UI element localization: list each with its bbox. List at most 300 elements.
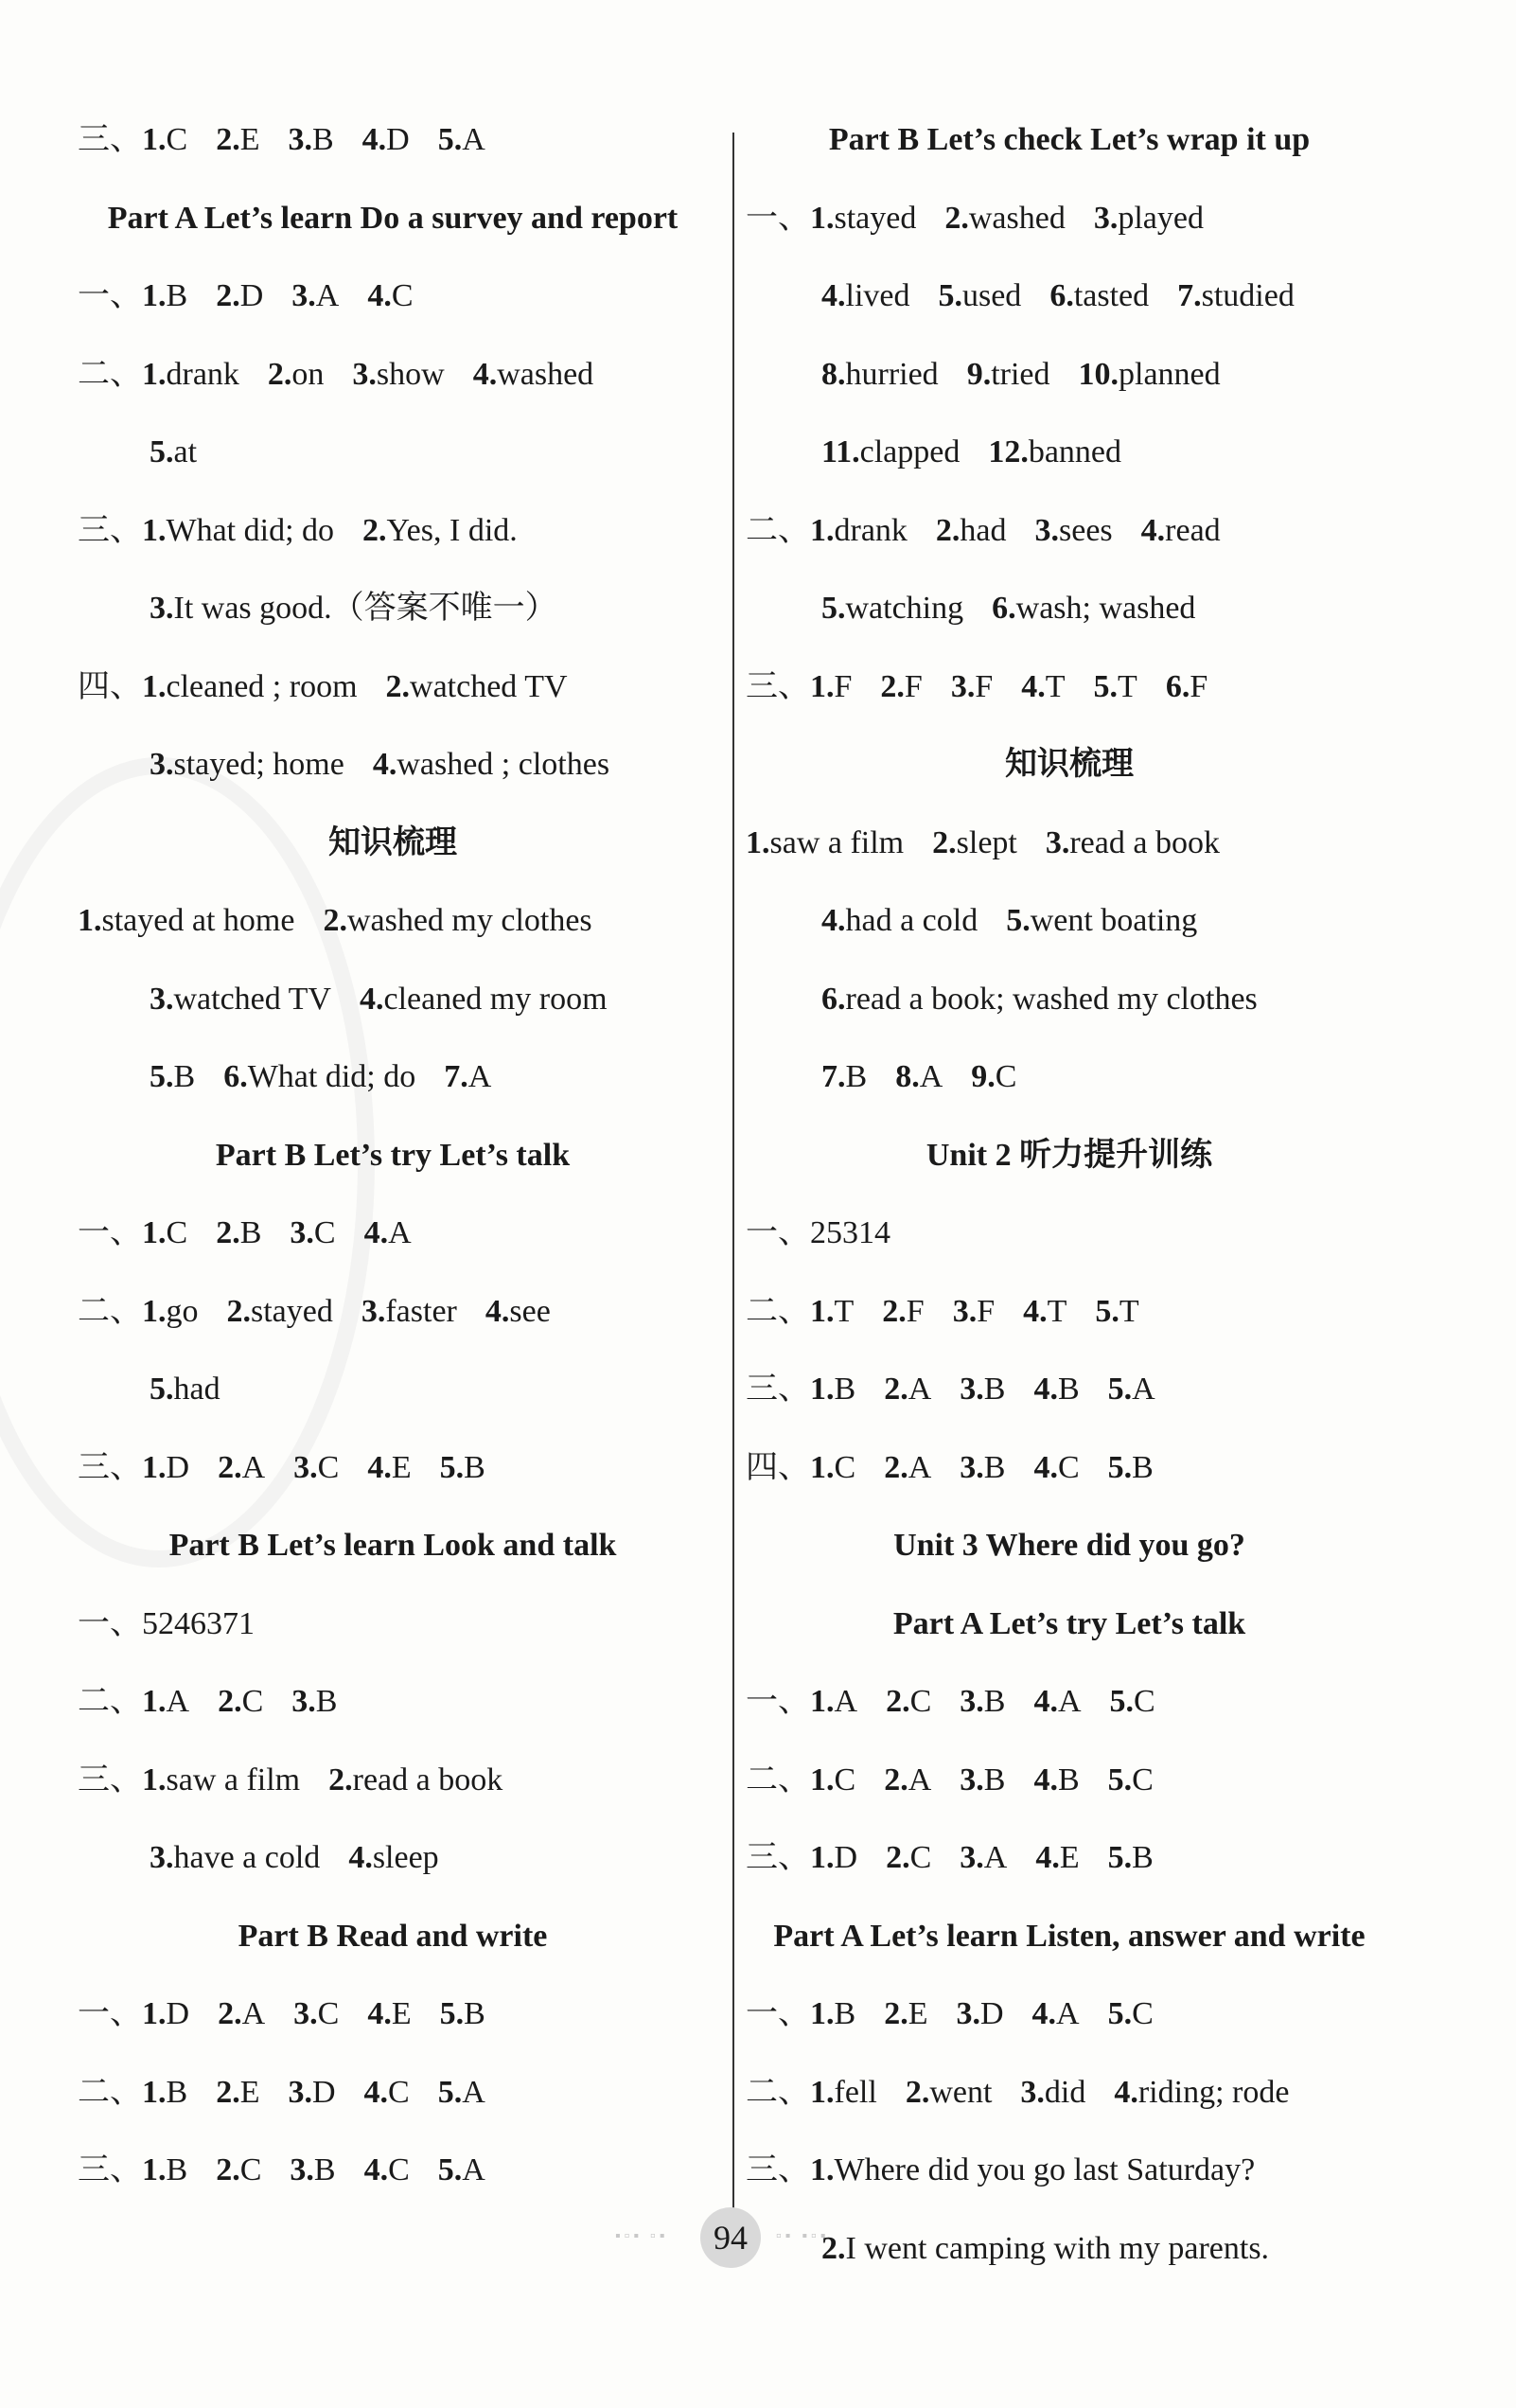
answer-number: 3. <box>956 1996 980 2031</box>
answer-item <box>360 981 608 1018</box>
answer-item <box>988 434 1121 471</box>
answer-item <box>1108 1371 1155 1408</box>
answer-text: F <box>1190 668 1208 704</box>
answer-number: 4. <box>1140 512 1166 548</box>
answer-number: 5. <box>1093 668 1119 704</box>
answer-item <box>895 1058 943 1096</box>
answer-number: 1. <box>810 512 835 548</box>
answer-row <box>78 1293 579 1331</box>
answer-item <box>142 1605 255 1643</box>
answer-number: 3. <box>960 1684 984 1719</box>
question-marker: 四、 <box>78 668 142 704</box>
answer-number: 4. <box>359 981 384 1017</box>
answer-number: 1. <box>142 278 167 313</box>
answer-number: 1. <box>142 1762 167 1797</box>
section-heading: Part B Let’s check Let’s wrap it up <box>828 122 1311 157</box>
answer-number: 5. <box>150 1059 174 1094</box>
answer-text: E <box>1059 1840 1080 1875</box>
answer-item <box>810 2074 877 2112</box>
answer-item <box>142 1293 199 1331</box>
answer-number: 1. <box>142 1996 167 2031</box>
answer-row <box>746 668 1236 706</box>
question-marker: 二、 <box>78 1293 142 1329</box>
answer-text: F <box>834 668 853 704</box>
answer-item <box>880 668 922 706</box>
answer-text: B <box>834 1372 856 1407</box>
answer-number: 5. <box>1107 1449 1133 1485</box>
answer-item <box>218 1683 263 1721</box>
answer-text: A <box>467 1059 492 1094</box>
answer-text: banned <box>1028 434 1122 469</box>
answer-item <box>932 824 1017 862</box>
answer-item <box>216 2151 261 2189</box>
answer-row <box>821 277 1323 315</box>
answer-number: 2. <box>884 1372 908 1407</box>
answer-item <box>810 1371 855 1408</box>
answer-number: 4. <box>821 278 846 313</box>
answer-text: read a book <box>1069 824 1220 860</box>
answer-number: 2. <box>884 1762 908 1797</box>
answer-text: F <box>977 1293 996 1329</box>
answer-item <box>328 1762 502 1799</box>
answer-item <box>821 1058 867 1096</box>
answer-text: C <box>241 1684 264 1719</box>
answer-number: 5. <box>437 2074 463 2110</box>
answer-number: 4. <box>361 122 387 157</box>
answer-text: B <box>166 278 188 313</box>
question-marker: 一、 <box>746 1996 810 2031</box>
answer-text: 5246371 <box>142 1605 255 1641</box>
question-marker: 一、 <box>78 1605 142 1641</box>
answer-text: B <box>313 2152 336 2187</box>
answer-text: 25314 <box>810 1215 890 1250</box>
answer-text: C <box>834 1449 856 1485</box>
answer-text: A <box>241 1449 266 1485</box>
answer-row <box>821 356 1249 394</box>
answer-item <box>293 1449 339 1487</box>
answer-item <box>951 668 993 706</box>
answer-item <box>1049 277 1149 315</box>
answer-row <box>150 1058 520 1096</box>
answer-number: 6. <box>992 591 1016 626</box>
question-marker: 三、 <box>78 122 142 157</box>
answer-text: at <box>173 434 198 469</box>
answer-number: 2. <box>328 1762 353 1797</box>
answer-number: 2. <box>216 2152 240 2187</box>
answer-text: show <box>376 356 445 392</box>
answer-number: 7. <box>821 1059 846 1094</box>
answer-number: 1. <box>810 1762 835 1797</box>
answer-item <box>150 746 344 784</box>
answer-item <box>821 590 963 628</box>
answer-item <box>1035 1839 1079 1877</box>
answer-item <box>882 1293 924 1331</box>
answer-number: 2. <box>886 1684 910 1719</box>
answer-number: 3. <box>960 1372 984 1407</box>
answer-text: B <box>166 2074 188 2110</box>
answer-number: 2. <box>944 200 969 236</box>
answer-text: E <box>391 1449 412 1485</box>
answer-text: C <box>317 1449 340 1485</box>
answer-item <box>936 512 1007 550</box>
answer-item <box>953 1293 995 1331</box>
answer-text: F <box>906 1293 925 1329</box>
answer-number: 6. <box>1165 668 1190 704</box>
answer-item <box>373 746 609 784</box>
answer-row <box>821 590 1224 628</box>
answer-item <box>1020 2074 1085 2112</box>
answer-item <box>142 512 334 550</box>
answer-row <box>821 434 1150 471</box>
answer-text: I went camping with my parents. <box>845 2230 1270 2266</box>
answer-item <box>485 1293 551 1331</box>
answer-text: sees <box>1059 512 1113 548</box>
answer-number: 4. <box>1023 1293 1048 1329</box>
answer-item <box>1033 1449 1079 1487</box>
answer-number: 1. <box>810 200 835 236</box>
answer-item <box>821 434 960 471</box>
answer-row <box>150 590 586 628</box>
answer-number: 4. <box>363 2152 389 2187</box>
answer-number: 5. <box>1109 1684 1134 1719</box>
answer-number: 4. <box>367 1449 392 1485</box>
answer-number: 2. <box>216 122 240 157</box>
answer-number: 8. <box>895 1059 920 1094</box>
answer-row <box>746 1371 1184 1408</box>
answer-item <box>1033 1762 1079 1799</box>
answer-item <box>444 1058 491 1096</box>
question-marker: 一、 <box>78 1215 142 1250</box>
answer-item <box>821 277 909 315</box>
answer-text: studied <box>1201 278 1295 313</box>
answer-number: 2. <box>880 668 905 704</box>
answer-number: 2. <box>884 1449 908 1485</box>
answer-number: 2. <box>884 1996 908 2031</box>
answer-item <box>810 200 916 238</box>
answer-number: 5. <box>821 591 846 626</box>
question-marker: 二、 <box>746 512 810 548</box>
answer-number: 5. <box>1095 1293 1119 1329</box>
answer-number: 3. <box>960 1762 984 1797</box>
answer-text: C <box>166 1215 188 1250</box>
answer-number: 3. <box>1020 2074 1045 2110</box>
answer-item <box>142 277 187 315</box>
answer-item <box>150 434 197 471</box>
answer-number: 2. <box>218 1684 242 1719</box>
answer-number: 2. <box>216 278 240 313</box>
answer-item <box>1046 824 1220 862</box>
answer-text: C <box>239 2152 262 2187</box>
answer-item <box>216 2074 259 2112</box>
answer-text: cleaned my room <box>383 981 608 1017</box>
answer-number: 3. <box>960 1449 984 1485</box>
answer-row <box>746 2074 1317 2112</box>
answer-text: F <box>975 668 994 704</box>
question-marker: 三、 <box>78 1449 142 1485</box>
answer-text: hurried <box>845 356 939 392</box>
answer-text: planned <box>1119 356 1221 392</box>
answer-text: C <box>909 1840 932 1875</box>
answer-number: 5. <box>439 1996 465 2031</box>
footer-decoration-left: ▪▫▪ ▫▪ <box>615 2228 669 2244</box>
answer-row <box>746 1683 1184 1721</box>
answer-number: 4. <box>1035 1840 1060 1875</box>
answer-number: 3. <box>150 591 174 626</box>
answer-text: B <box>464 1996 485 2031</box>
answer-item <box>223 1058 415 1096</box>
answer-item <box>216 121 259 159</box>
answer-item <box>216 1214 261 1252</box>
answer-item <box>1006 902 1197 940</box>
answer-text: D <box>311 2074 336 2110</box>
answer-item <box>810 668 852 706</box>
answer-text: B <box>845 1059 868 1094</box>
answer-number: 1. <box>142 2074 167 2110</box>
answer-text: read a book; washed my clothes <box>845 981 1258 1017</box>
answer-text: went boating <box>1030 903 1198 938</box>
answer-text: C <box>388 2152 410 2187</box>
answer-text: A <box>908 1372 932 1407</box>
answer-item <box>884 1762 931 1799</box>
answer-text: stayed at home <box>101 903 295 938</box>
answer-item <box>150 590 557 628</box>
question-marker: 一、 <box>746 1684 810 1719</box>
answer-item <box>1108 1839 1154 1877</box>
answer-item <box>1032 1995 1080 2033</box>
answer-number: 5. <box>437 122 463 157</box>
answer-text: played <box>1118 200 1204 236</box>
answer-item <box>1141 512 1221 550</box>
answer-row <box>746 2151 1283 2189</box>
answer-row <box>746 1449 1182 1487</box>
answer-item <box>218 1449 265 1487</box>
answer-text: B <box>983 1372 1006 1407</box>
answer-number: 2. <box>323 903 347 938</box>
answer-number: 1. <box>142 2152 167 2187</box>
answer-number: 9. <box>971 1059 996 1094</box>
question-marker: 三、 <box>78 1762 142 1797</box>
answer-item <box>810 2151 1255 2189</box>
answer-row <box>78 668 596 706</box>
answer-number: 5. <box>1006 903 1031 938</box>
answer-text: read a book <box>352 1762 503 1797</box>
answer-text: slept <box>956 824 1017 860</box>
answer-number: 4. <box>363 1215 389 1250</box>
answer-item <box>884 1995 927 2033</box>
answer-text: riding; rode <box>1137 2074 1290 2110</box>
answer-item <box>142 2151 187 2189</box>
answer-number: 4. <box>367 1996 392 2031</box>
answer-item <box>364 2151 410 2189</box>
answer-text: A <box>388 1215 412 1250</box>
answer-text: A <box>908 1449 932 1485</box>
answer-item <box>886 1683 931 1721</box>
section-heading: Part B Let’s try Let’s talk <box>215 1137 571 1173</box>
answer-item <box>956 1995 1003 2033</box>
answer-text: A <box>1057 1684 1082 1719</box>
answer-number: 1. <box>810 1840 835 1875</box>
answer-item <box>288 2074 335 2112</box>
question-marker: 二、 <box>746 1293 810 1329</box>
answer-item <box>967 356 1050 394</box>
answer-text: Where did you go last Saturday? <box>834 2152 1256 2187</box>
answer-text: B <box>1132 1840 1154 1875</box>
answer-row <box>150 434 225 471</box>
answer-text: B <box>315 1684 338 1719</box>
answer-row <box>78 1449 514 1487</box>
answer-item <box>810 1762 855 1799</box>
answer-text: A <box>241 1996 266 2031</box>
answer-item <box>992 590 1195 628</box>
answer-text: T <box>1045 668 1066 704</box>
answer-text: B <box>1057 1762 1080 1797</box>
answer-text: A <box>834 1684 858 1719</box>
column-divider <box>732 133 734 2224</box>
answer-item <box>473 356 593 394</box>
answer-number: 5. <box>150 434 174 469</box>
section-heading: Part A Let’s try Let’s talk <box>892 1605 1246 1641</box>
question-marker: 四、 <box>746 1449 810 1485</box>
answer-number: 2. <box>218 1996 242 2031</box>
answer-text: D <box>166 1449 190 1485</box>
answer-text: did <box>1044 2074 1086 2110</box>
answer-item <box>440 1995 485 2033</box>
answer-item <box>821 2230 1269 2268</box>
answer-number: 1. <box>810 1684 835 1719</box>
answer-item <box>142 1762 300 1799</box>
answer-item <box>1033 1371 1079 1408</box>
answer-text: C <box>1132 1996 1154 2031</box>
answer-text: read <box>1165 512 1221 548</box>
answer-text: C <box>995 1059 1017 1094</box>
answer-item <box>810 512 908 550</box>
answer-item <box>367 1995 411 2033</box>
answer-row <box>78 1762 531 1799</box>
answer-number: 1. <box>142 1215 167 1250</box>
answer-number: 6. <box>821 981 846 1017</box>
answer-number: 3. <box>150 1840 174 1875</box>
answer-row <box>821 2230 1297 2268</box>
answer-item <box>960 1762 1005 1799</box>
answer-text: F <box>904 668 923 704</box>
answer-number: 1. <box>810 1996 835 2031</box>
section-heading: Part A Let’s learn Do a survey and report <box>107 200 679 236</box>
answer-number: 2. <box>226 1293 251 1329</box>
section-heading: 知识梳理 <box>1005 747 1134 782</box>
answer-text: E <box>239 122 260 157</box>
answer-number: 3. <box>1045 824 1070 860</box>
answer-number: 1. <box>142 512 167 548</box>
answer-text: C <box>391 278 414 313</box>
answer-item <box>1079 356 1221 394</box>
answer-number: 4. <box>1033 1372 1058 1407</box>
answer-number: 5. <box>1107 1996 1133 2031</box>
answer-text: A <box>919 1059 943 1094</box>
answer-text: washed my clothes <box>346 903 592 938</box>
answer-text: watched TV <box>173 981 331 1017</box>
answer-item <box>142 668 358 706</box>
answer-number: 5. <box>1107 1840 1133 1875</box>
answer-row <box>746 824 1248 862</box>
section-heading: Part B Let’s learn Look and talk <box>168 1528 617 1563</box>
answer-text: had <box>960 512 1007 548</box>
answer-item <box>971 1058 1016 1096</box>
answer-text: C <box>1134 1684 1155 1719</box>
answer-text: A <box>462 2074 485 2110</box>
answer-item <box>960 1371 1005 1408</box>
answer-text: clapped <box>859 434 961 469</box>
answer-text: sleep <box>372 1840 439 1875</box>
answer-text: drank <box>166 356 239 392</box>
answer-number: 1. <box>142 1684 167 1719</box>
question-marker: 三、 <box>78 512 142 548</box>
question-marker: 二、 <box>78 1684 142 1719</box>
answer-item <box>227 1293 333 1331</box>
section-heading: Unit 3 Where did you go? <box>893 1528 1245 1563</box>
answer-number: 4. <box>1033 1684 1058 1719</box>
answer-text: washed <box>497 356 594 392</box>
answer-number: 5. <box>150 1372 174 1407</box>
question-marker: 二、 <box>746 2074 810 2110</box>
answer-text: C <box>834 1762 856 1797</box>
answer-number: 1. <box>810 668 835 704</box>
answer-item <box>821 981 1258 1018</box>
answer-text: wash; washed <box>1015 591 1196 626</box>
answer-row <box>78 356 622 394</box>
answer-item <box>960 1683 1005 1721</box>
answer-text: B <box>173 1059 196 1094</box>
answer-number: 3. <box>950 668 976 704</box>
answer-text: watched TV <box>410 668 568 704</box>
answer-item <box>290 2151 335 2189</box>
answer-item <box>216 277 263 315</box>
answer-row <box>78 902 621 940</box>
answer-number: 1. <box>810 2152 835 2187</box>
answer-number: 3. <box>288 2074 312 2110</box>
answer-number: 1. <box>142 1293 167 1329</box>
answer-number: 4. <box>1021 668 1046 704</box>
answer-number: 7. <box>1177 278 1202 313</box>
answer-number: 4. <box>363 2074 389 2110</box>
answer-item <box>364 2074 410 2112</box>
answer-number: 3. <box>960 1840 984 1875</box>
answer-item <box>1023 1293 1066 1331</box>
answer-text: stayed <box>834 200 917 236</box>
answer-item <box>150 1839 320 1877</box>
answer-item <box>960 1449 1005 1487</box>
answer-text: T <box>1118 668 1137 704</box>
answer-item <box>291 1683 337 1721</box>
answer-item <box>348 1839 438 1877</box>
answer-text: What did; do <box>166 512 335 548</box>
section-heading: Unit 2 听力提升训练 <box>925 1137 1213 1173</box>
question-marker: 二、 <box>78 2074 142 2110</box>
answer-item <box>1108 1449 1154 1487</box>
answer-row <box>746 1762 1182 1799</box>
answer-item <box>1110 1683 1155 1721</box>
answer-text: washed <box>968 200 1066 236</box>
answer-number: 1. <box>142 1449 167 1485</box>
answer-text: C <box>317 1996 340 2031</box>
answer-item <box>142 1683 189 1721</box>
answer-item <box>150 1371 220 1408</box>
answer-text: cleaned ; room <box>166 668 358 704</box>
answer-number: 3. <box>291 1684 316 1719</box>
answer-number: 2. <box>216 2074 240 2110</box>
answer-number: 4. <box>1033 1762 1058 1797</box>
answer-item <box>810 1214 890 1252</box>
answer-item <box>150 1058 195 1096</box>
